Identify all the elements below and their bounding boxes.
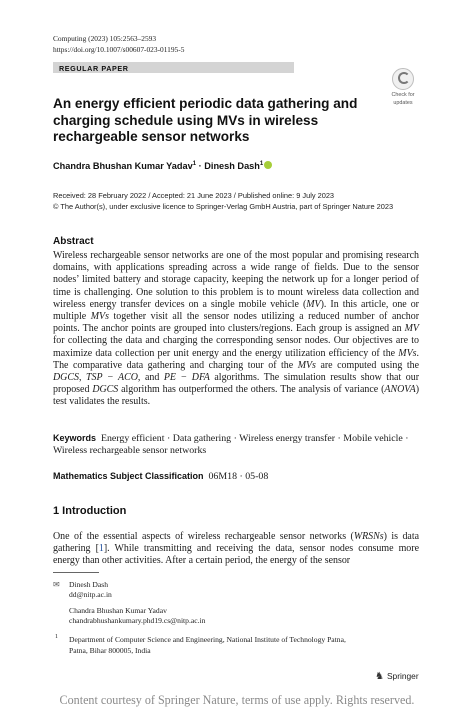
publisher-name: Springer bbox=[386, 671, 419, 681]
citation-link[interactable]: 1 bbox=[98, 543, 104, 555]
second-author-email[interactable]: chandrabhushankumary.phd19.cs@nitp.ac.in bbox=[69, 616, 206, 626]
footnote-rule bbox=[53, 572, 99, 573]
keywords bbox=[53, 432, 419, 457]
badge-label-2: updates bbox=[393, 100, 413, 106]
author-name[interactable]: Chandra Bhushan Kumar Yadav bbox=[53, 161, 193, 171]
history-line: Received: 28 February 2022 / Accepted: 21 June 2023 / Published online: 9 July 2023 bbox=[53, 191, 335, 200]
refresh-icon bbox=[392, 68, 414, 90]
check-for-updates-badge[interactable] bbox=[384, 68, 422, 106]
affiliation bbox=[69, 635, 409, 656]
introduction-text: One of the essential aspects of wireless rechargeable sensor networks (WRSNs) is data gathering [1]. While transmitting and receiving the data, sensor nodes consume more energy than other activities. After a certain period, the energy of the sensor bbox=[53, 531, 419, 567]
abstract-text: Wireless rechargeable sensor networks are one of the most popular and promising research domains, with applications spreading across a wide range of fields. Due to the sensor nodes’ limited battery and storage capacity, keeping the network up for a longer period of time is challenging. One solution to this problem is to mount wireless data collection and wireless energy transfer devices on a single mobile vehicle (MV). In this article, one or multiple MVs together visit all the sensor nodes utilizing a reduced number of anchor points. The anchor points are grouped into clusters/regions. Each group is assigned an MV for collecting the data and charging the corresponding sensor nodes. Our objectives are to maximize data collection per unit energy and the energy utilization efficiency of the MVs. The comparative data gathering and charging tour of the MVs are computed using the DGCS, TSP − ACO, and PE − DFA algorithms. The simulation results show that our proposed DGCS algorithm has outperformed the others. The analysis of variance (ANOVA) test validates the results. bbox=[53, 250, 420, 408]
author-separator: · bbox=[196, 161, 205, 171]
msc-codes: 06M18 · 05-08 bbox=[208, 471, 269, 482]
msc-label: Mathematics Subject Classification bbox=[53, 471, 204, 481]
author-name[interactable]: Dinesh Dash bbox=[204, 161, 260, 171]
abstract-heading: Abstract bbox=[53, 236, 94, 247]
second-author-name: Chandra Bhushan Kumar Yadav bbox=[69, 606, 167, 615]
msc-classification bbox=[53, 471, 268, 482]
publication-dates bbox=[53, 191, 393, 212]
orcid-icon[interactable] bbox=[264, 161, 272, 169]
copyright-line: © The Author(s), under exclusive licence to Springer-Verlag GmbH Austria, part of Springer Nature 2023 bbox=[53, 201, 394, 211]
badge-label-1: Check for bbox=[391, 92, 415, 98]
keywords-text: Energy efficient · Data gathering · Wireless energy transfer · Mobile vehicle · Wireless rechargeable sensor networks bbox=[53, 433, 409, 457]
springer-logo bbox=[375, 671, 419, 682]
springer-horse-icon: ♞ bbox=[375, 671, 384, 682]
affiliation-line: Department of Computer Science and Engineering, National Institute of Technology Patna, bbox=[69, 635, 346, 644]
corresponding-author-email[interactable]: dd@nitp.ac.in bbox=[69, 590, 112, 600]
courtesy-footer: Content courtesy of Springer Nature, terms of use apply. Rights reserved. bbox=[59, 693, 415, 707]
journal-citation: Computing (2023) 105:2563–2593 bbox=[53, 34, 157, 43]
keywords-label: Keywords bbox=[53, 433, 97, 443]
envelope-icon: ✉ bbox=[53, 580, 60, 589]
second-author bbox=[69, 606, 205, 627]
affiliation-number: 1 bbox=[55, 634, 58, 640]
author-list bbox=[53, 161, 272, 171]
affiliation-mark: 1 bbox=[259, 160, 264, 167]
section-heading-introduction: 1 Introduction bbox=[53, 505, 127, 517]
journal-header bbox=[53, 34, 184, 55]
corresponding-author-name: Dinesh Dash bbox=[69, 580, 109, 589]
affiliation-mark: 1 bbox=[192, 160, 197, 167]
section-label: REGULAR PAPER bbox=[59, 63, 129, 73]
corresponding-author bbox=[69, 580, 112, 601]
affiliation-line: Patna, Bihar 800005, India bbox=[69, 645, 151, 655]
doi-link[interactable]: https://doi.org/10.1007/s00607-023-01195-5 bbox=[53, 44, 185, 54]
paper-title: An energy efficient periodic data gathering and charging schedule using MVs in wireless rechargeable sensor networks bbox=[53, 96, 358, 145]
